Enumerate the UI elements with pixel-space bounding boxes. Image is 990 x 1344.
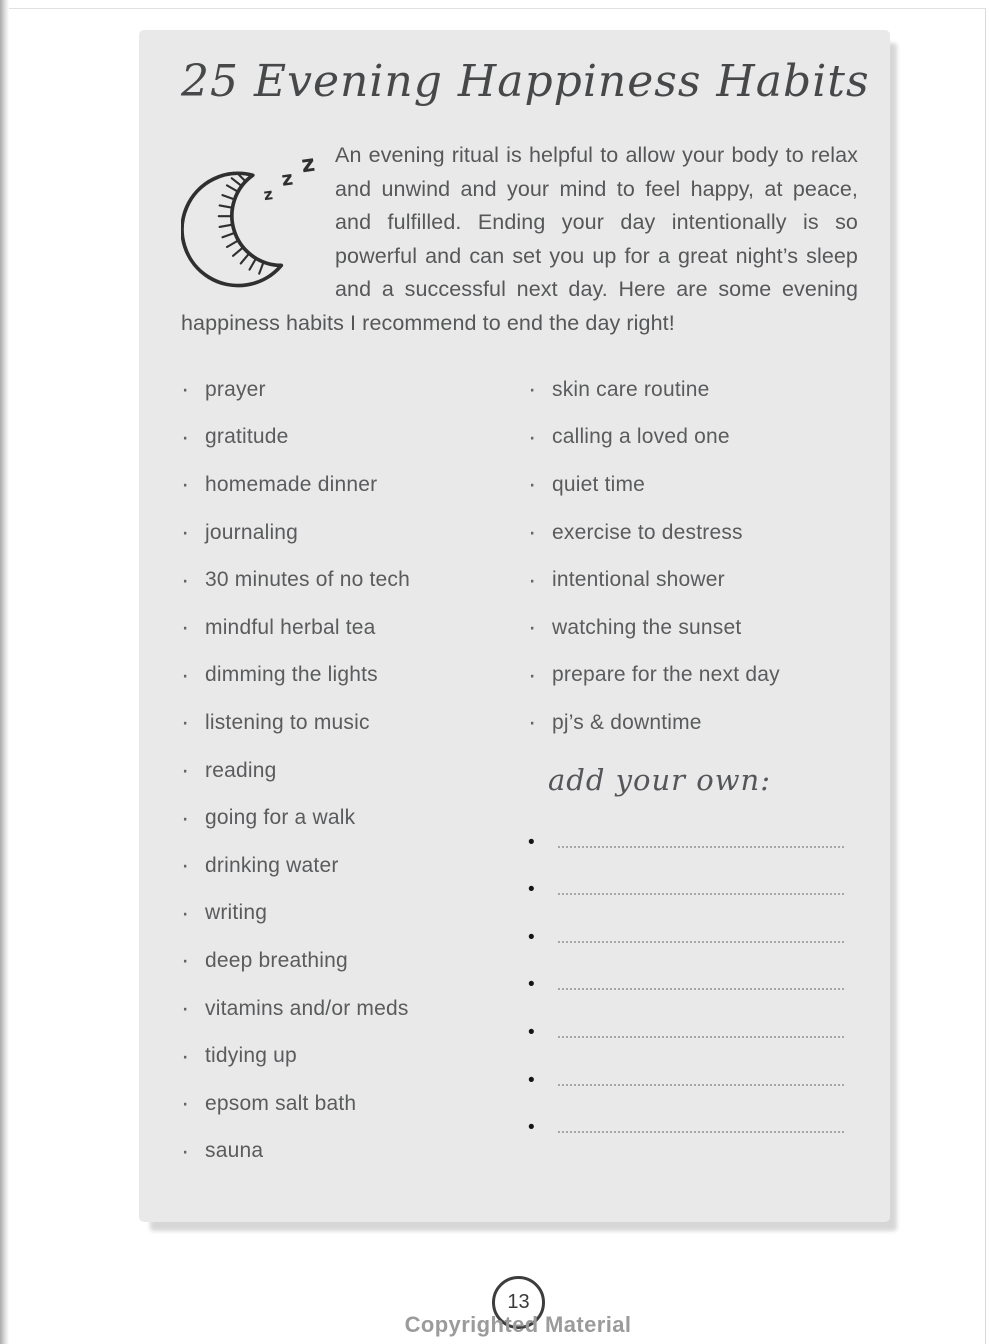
bullet-icon: · [181,518,190,547]
fill-in-line [528,1057,858,1105]
habits-column-right-wrap [528,366,858,1175]
habit-label: going for a walk [205,806,356,830]
habit-item [181,890,528,938]
habit-label: vitamins and/or meds [205,996,409,1020]
habit-item [181,937,528,985]
bullet-icon: · [528,708,537,737]
habit-item [181,985,528,1033]
habit-label: deep breathing [205,948,348,972]
bullet-icon: • [528,974,535,996]
page-title: 25 Evening Happiness Habits [181,56,870,107]
habit-label: skin care routine [552,377,710,401]
dotted-writing-line [558,941,844,943]
bullet-icon: · [528,660,537,689]
habit-label: writing [205,901,268,925]
bullet-icon: · [181,470,190,499]
bullet-icon: · [528,613,537,642]
bullet-icon: · [528,470,537,499]
habit-item [528,699,858,747]
habit-label: quiet time [552,472,646,496]
habit-label: watching the sunset [552,615,742,639]
svg-text:z: z [280,166,295,191]
intro-section [181,139,858,340]
dotted-writing-line [558,988,844,990]
dotted-writing-line [558,1131,844,1133]
habit-label: journaling [205,520,299,544]
bullet-icon: · [181,565,190,594]
habit-item [528,509,858,557]
fill-in-line [528,914,858,962]
fill-in-line [528,1104,858,1152]
dotted-writing-line [558,893,844,895]
dotted-writing-line [558,846,844,848]
habit-item [181,1080,528,1128]
habit-item [528,366,858,414]
habits-lists [181,366,858,1175]
page-number: 13 [507,1291,530,1313]
habit-item [181,414,528,462]
habit-label: prepare for the next day [552,663,780,687]
habit-label: exercise to destress [552,520,743,544]
habit-item [181,842,528,890]
habit-item [181,556,528,604]
habit-item [181,604,528,652]
habit-item [528,414,858,462]
bullet-icon: · [181,660,190,689]
habit-label: reading [205,758,277,782]
copyright-notice: Copyrighted Material [404,1312,632,1337]
habit-item [181,699,528,747]
add-your-own-label: add your own: [548,762,771,797]
habit-label: prayer [205,377,266,401]
habit-label: intentional shower [552,568,725,592]
habit-label: dimming the lights [205,663,378,687]
bullet-icon: · [181,898,190,927]
habit-label: sauna [205,1139,264,1163]
bullet-icon: · [181,375,190,404]
habit-label: pj’s & downtime [552,710,702,734]
intro-paragraph: An evening ritual is helpful to allow your body to relax and unwind and your mind to feel happy, at peace, and fulfilled. Ending your day intentionally is so powerful and can set you up for a great night’s sleep and a successful next day. Here are some evening happiness habits I recommend to end the day right! [181,143,858,335]
bullet-icon: • [528,926,535,948]
habit-item [181,1128,528,1176]
bullet-icon: • [528,831,535,853]
habit-label: listening to music [205,710,370,734]
bullet-icon: • [528,1117,535,1139]
dotted-writing-line [558,1084,844,1086]
svg-text:z: z [299,150,317,179]
habit-label: 30 minutes of no tech [205,568,410,592]
add-your-own-lines [528,819,858,1152]
bullet-icon: · [181,756,190,785]
habit-label: calling a loved one [552,425,730,449]
fill-in-line [528,866,858,914]
bullet-icon: · [181,851,190,880]
habit-label: tidying up [205,1044,297,1068]
bullet-icon: • [528,1069,535,1091]
bullet-icon: · [528,565,537,594]
bullet-icon: · [181,803,190,832]
habit-item [181,366,528,414]
bullet-icon: • [528,879,535,901]
bullet-icon: · [181,422,190,451]
fill-in-line [528,1009,858,1057]
habit-label: mindful herbal tea [205,615,376,639]
habit-item [181,509,528,557]
bullet-icon: • [528,1021,535,1043]
habit-item [528,556,858,604]
bullet-icon: · [528,518,537,547]
habit-label: gratitude [205,425,289,449]
dotted-writing-line [558,1036,844,1038]
bullet-icon: · [181,946,190,975]
bullet-icon: · [181,1136,190,1165]
habit-label: homemade dinner [205,472,378,496]
fill-in-line [528,962,858,1010]
habit-label: drinking water [205,853,339,877]
habit-item [181,794,528,842]
habit-item [528,604,858,652]
bullet-icon: · [181,1089,190,1118]
habit-item [528,652,858,700]
svg-text:z: z [262,184,274,205]
habit-item [528,461,858,509]
habit-item [181,652,528,700]
habit-item [181,747,528,795]
habits-column-right [528,366,858,747]
moon-zzz-icon [181,145,319,303]
bullet-icon: · [181,1041,190,1070]
habit-item [181,1032,528,1080]
bullet-icon: · [181,994,190,1023]
bullet-icon: · [181,613,190,642]
habit-item [181,461,528,509]
content-card [139,30,890,1222]
habits-column-left [181,366,528,1175]
fill-in-line [528,819,858,867]
bullet-icon: · [528,375,537,404]
habit-label: epsom salt bath [205,1091,357,1115]
bullet-icon: · [528,422,537,451]
page-edge-curl [0,0,9,1344]
bullet-icon: · [181,708,190,737]
